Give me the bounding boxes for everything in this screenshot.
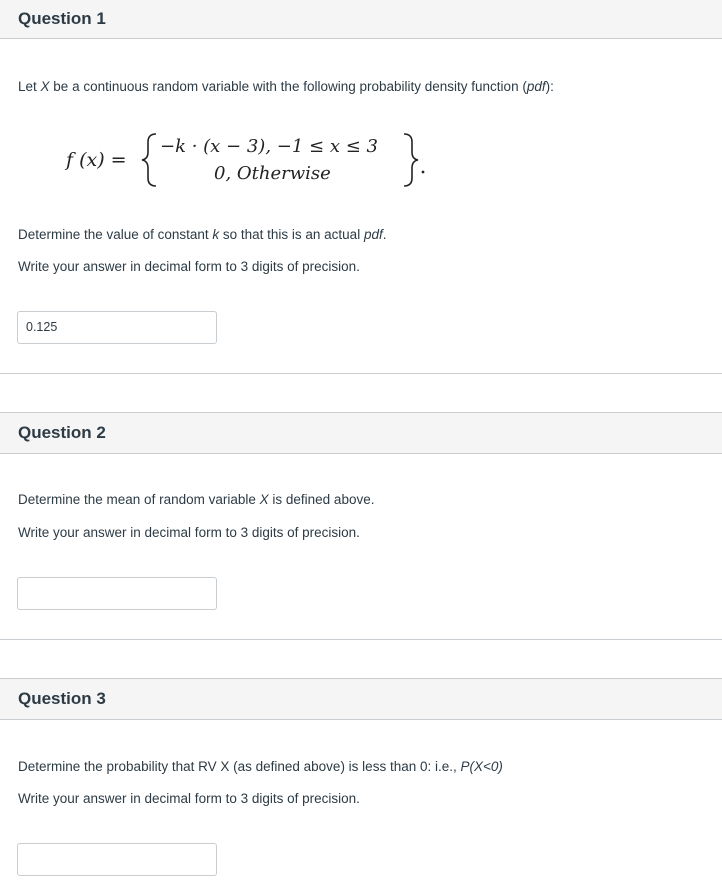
question-1-prompt: Determine the value of constant k so that this is an actual pdf. — [18, 227, 387, 242]
formula-case-2: 0, Otherwise — [214, 163, 331, 184]
question-2-header — [0, 412, 722, 454]
question-1-answer-input[interactable]: 0.125 — [17, 311, 217, 344]
question-3-answer-input[interactable] — [17, 843, 217, 876]
formula-case-1: −k · (x − 3), −1 ≤ x ≤ 3 — [160, 136, 378, 157]
formula-period — [422, 171, 425, 174]
question-2-instruction: Write your answer in decimal form to 3 digits of precision. — [18, 525, 360, 540]
question-2-divider — [0, 639, 722, 640]
question-3-instruction: Write your answer in decimal form to 3 digits of precision. — [18, 791, 360, 806]
question-2-answer-input[interactable] — [17, 577, 217, 610]
left-brace — [142, 134, 156, 186]
question-3-title: Question 3 — [18, 689, 106, 708]
question-1-divider — [0, 373, 722, 374]
question-3-header — [0, 678, 722, 720]
question-1-header — [0, 0, 722, 39]
pdf-formula — [60, 128, 440, 190]
question-2-prompt: Determine the mean of random variable X is defined above. — [18, 492, 375, 507]
right-brace — [404, 134, 418, 186]
question-1-instruction: Write your answer in decimal form to 3 digits of precision. — [18, 259, 360, 274]
question-2-title: Question 2 — [18, 423, 106, 442]
question-3-prompt: Determine the probability that RV X (as defined above) is less than 0: i.e., P(X<0) — [18, 759, 503, 774]
formula-lhs: f (x) = — [66, 149, 127, 171]
question-1-title: Question 1 — [18, 9, 106, 28]
question-1-intro: Let X be a continuous random variable with the following probability density function (pdf): — [18, 79, 554, 94]
